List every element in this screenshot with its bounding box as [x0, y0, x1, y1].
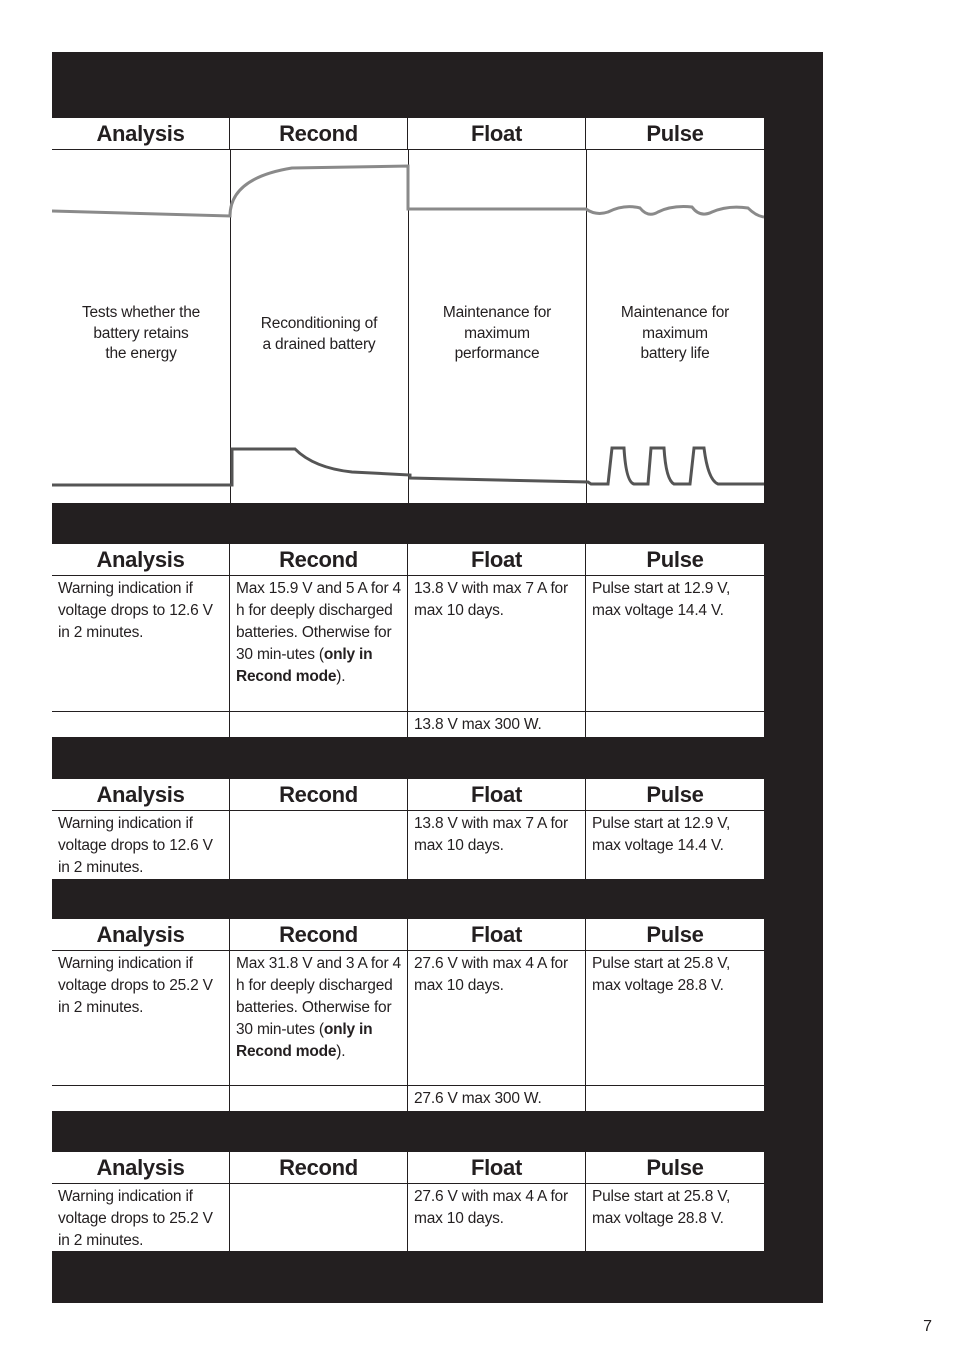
pulse-description: Maintenance for maximum battery life [620, 304, 730, 362]
analysis-description: Tests whether the battery retains the energy [81, 304, 201, 362]
current-curve [52, 448, 764, 485]
table3-analysis: Warning indication if voltage drops to 25.2 V in 2 minutes. [52, 951, 230, 1086]
table4-row [52, 1184, 764, 1252]
table2-recond [230, 811, 408, 880]
diagram-header [52, 117, 764, 150]
table2-pulse: Pulse start at 12.9 V, max voltage 14.4 V. [586, 811, 764, 880]
table2-float: 13.8 V with max 7 A for max 10 days. [408, 811, 586, 880]
table1-recond: Max 15.9 V and 5 A for 4 h for deeply discharged batteries. Otherwise for 30 min-utes (only in Recond mode). [230, 576, 408, 712]
table1-row [52, 576, 764, 712]
table2-header: Analysis Recond Float Pulse [52, 778, 764, 811]
table4-recond [230, 1184, 408, 1252]
table1-float-extra: 13.8 V max 300 W. [408, 712, 586, 738]
col-recond: Recond [230, 117, 408, 150]
table4-pulse: Pulse start at 25.8 V, max voltage 28.8 V. [586, 1184, 764, 1252]
table1-extra-row [52, 712, 764, 738]
table3-recond: Max 31.8 V and 3 A for 4 h for deeply discharged batteries. Otherwise for 30 min-utes (only in Recond mode). [230, 951, 408, 1086]
table4-float: 27.6 V with max 4 A for max 10 days. [408, 1184, 586, 1252]
table2-analysis: Warning indication if voltage drops to 12.6 V in 2 minutes. [52, 811, 230, 880]
table4-analysis: Warning indication if voltage drops to 25.2 V in 2 minutes. [52, 1184, 230, 1252]
table3-pulse: Pulse start at 25.8 V, max voltage 28.8 V. [586, 951, 764, 1086]
table3-row [52, 951, 764, 1086]
recond-description: Reconditioning of a drained battery [260, 315, 378, 353]
col-analysis: Analysis [52, 117, 230, 150]
table4-header: Analysis Recond Float Pulse [52, 1151, 764, 1184]
page-number: 7 [923, 1318, 932, 1335]
table3-extra-row [52, 1086, 764, 1112]
col-pulse: Pulse [586, 117, 764, 150]
voltage-curve [52, 166, 764, 217]
table3-float: 27.6 V with max 4 A for max 10 days. [408, 951, 586, 1086]
table1-analysis: Warning indication if voltage drops to 12.6 V in 2 minutes. [52, 576, 230, 712]
table1-pulse: Pulse start at 12.9 V, max voltage 14.4 V. [586, 576, 764, 712]
table1-float: 13.8 V with max 7 A for max 10 days. [408, 576, 586, 712]
table3-float-extra: 27.6 V max 300 W. [408, 1086, 586, 1112]
table3-header: Analysis Recond Float Pulse [52, 918, 764, 951]
table2-row [52, 811, 764, 880]
table1-header: Analysis Recond Float Pulse [52, 543, 764, 576]
float-description: Maintenance for maximum performance [442, 304, 552, 362]
col-float: Float [408, 117, 586, 150]
